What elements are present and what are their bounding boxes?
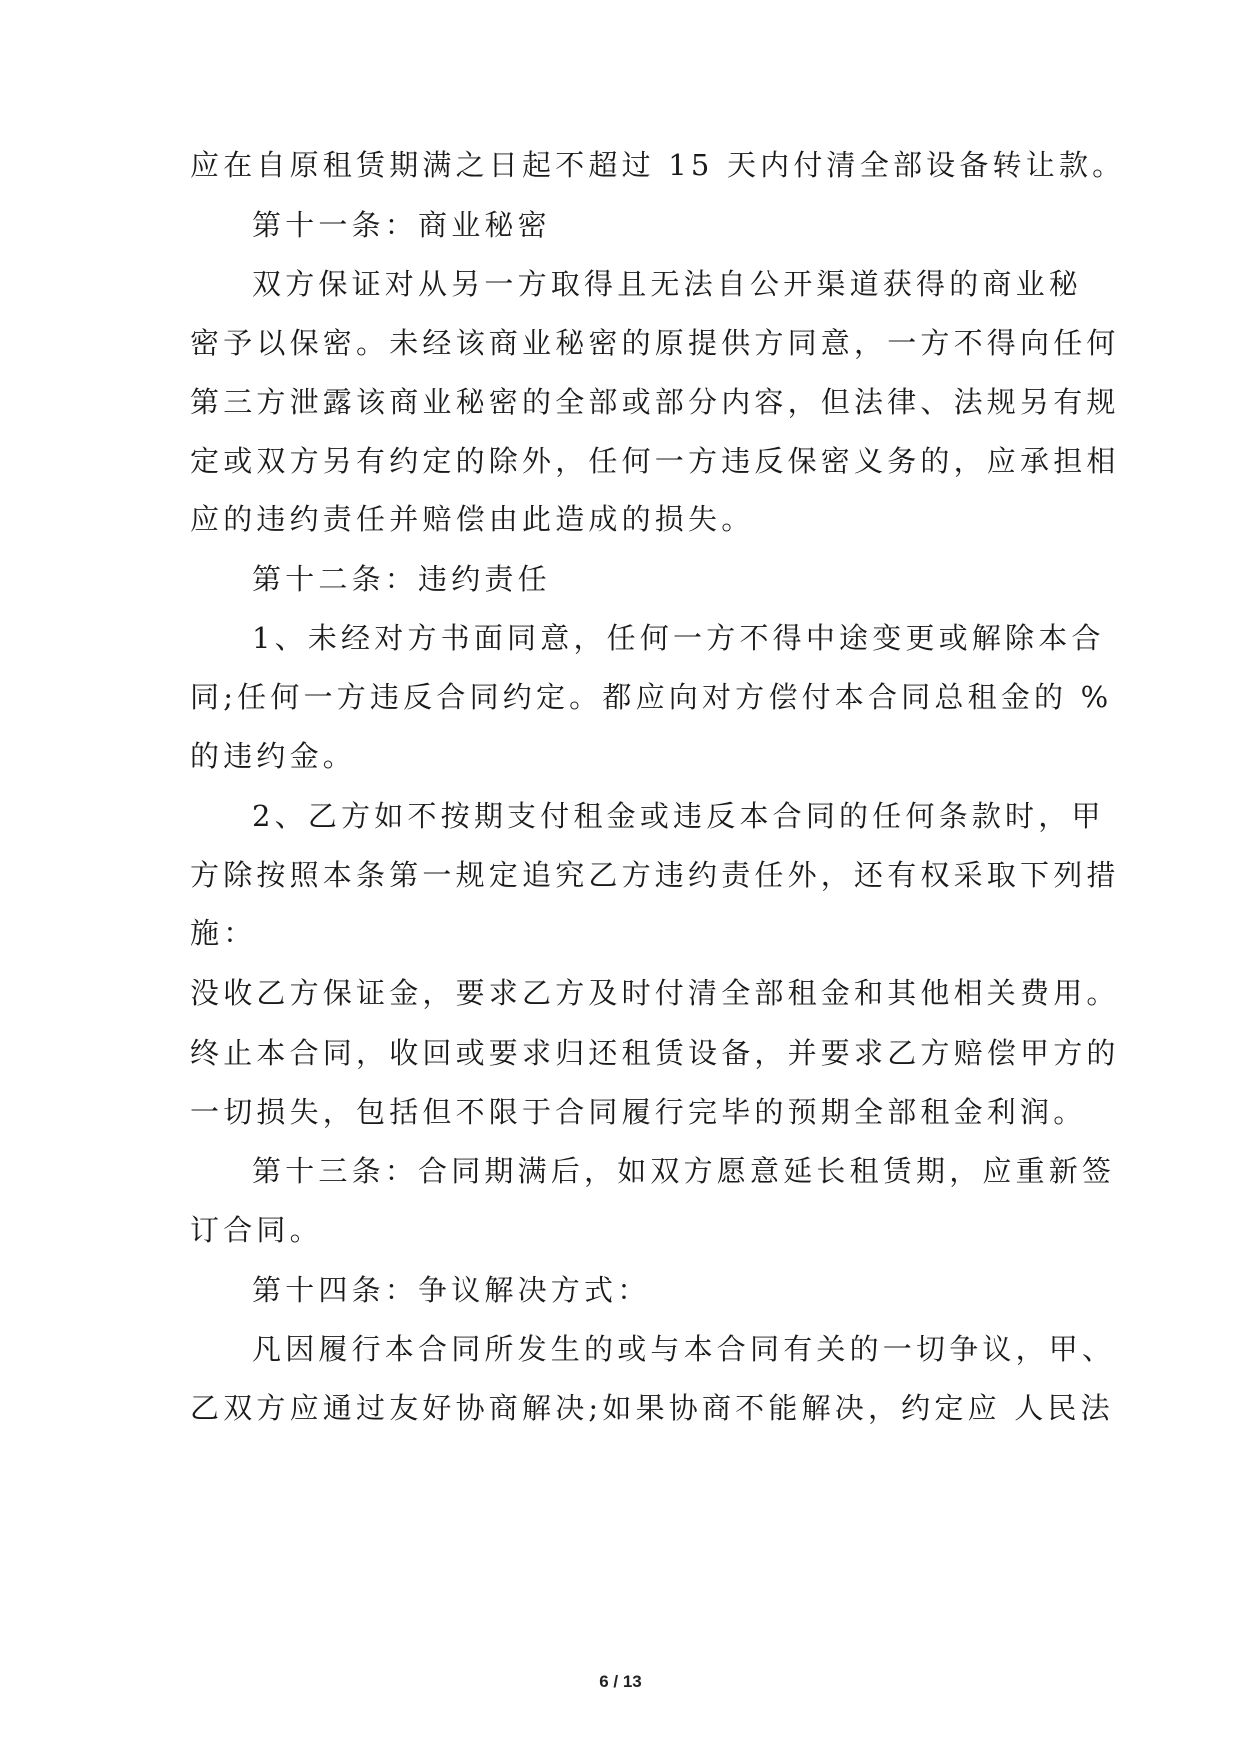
- text-line: 2、乙方如不按期支付租金或违反本合同的任何条款时，甲: [252, 799, 1105, 833]
- text-line: 定或双方另有约定的除外，任何一方违反保密义务的，应承担相: [190, 444, 1120, 478]
- text-line: 应在自原租赁期满之日起不超过 15 天内付清全部设备转让款。: [190, 148, 1126, 182]
- section-heading: 第十二条：违约责任: [252, 562, 551, 596]
- section-heading: 第十四条：争议解决方式：: [252, 1273, 651, 1307]
- section-heading: 第十三条：合同期满后，如双方愿意延长租赁期，应重新签: [252, 1154, 1116, 1188]
- text-line: 乙双方应通过友好协商解决;如果协商不能解决，约定应 人民法: [190, 1391, 1114, 1425]
- section-heading: 第十一条：商业秘密: [252, 208, 551, 242]
- text-line: 密予以保密。未经该商业秘密的原提供方同意，一方不得向任何: [190, 326, 1120, 360]
- page-number: 6 / 13: [599, 1672, 642, 1691]
- text-line: 1、未经对方书面同意，任何一方不得中途变更或解除本合: [252, 621, 1105, 655]
- text-line: 第三方泄露该商业秘密的全部或部分内容，但法律、法规另有规: [190, 385, 1120, 419]
- text-line: 一切损失，包括但不限于合同履行完毕的预期全部租金利润。: [190, 1095, 1087, 1129]
- text-line: 同;任何一方违反合同约定。都应向对方偿付本合同总租金的 %: [190, 680, 1113, 714]
- text-line: 凡因履行本合同所发生的或与本合同有关的一切争议，甲、: [252, 1332, 1116, 1366]
- text-line: 双方保证对从另一方取得且无法自公开渠道获得的商业秘: [252, 267, 1083, 301]
- text-line: 施：: [190, 916, 257, 950]
- text-line: 终止本合同，收回或要求归还租赁设备，并要求乙方赔偿甲方的: [190, 1036, 1120, 1070]
- text-line: 没收乙方保证金，要求乙方及时付清全部租金和其他相关费用。: [190, 976, 1120, 1010]
- text-line: 的违约金。: [190, 739, 357, 773]
- text-line: 订合同。: [190, 1213, 323, 1247]
- text-line: 方除按照本条第一规定追究乙方违约责任外，还有权采取下列措: [190, 858, 1120, 892]
- text-line: 应的违约责任并赔偿由此造成的损失。: [190, 502, 755, 536]
